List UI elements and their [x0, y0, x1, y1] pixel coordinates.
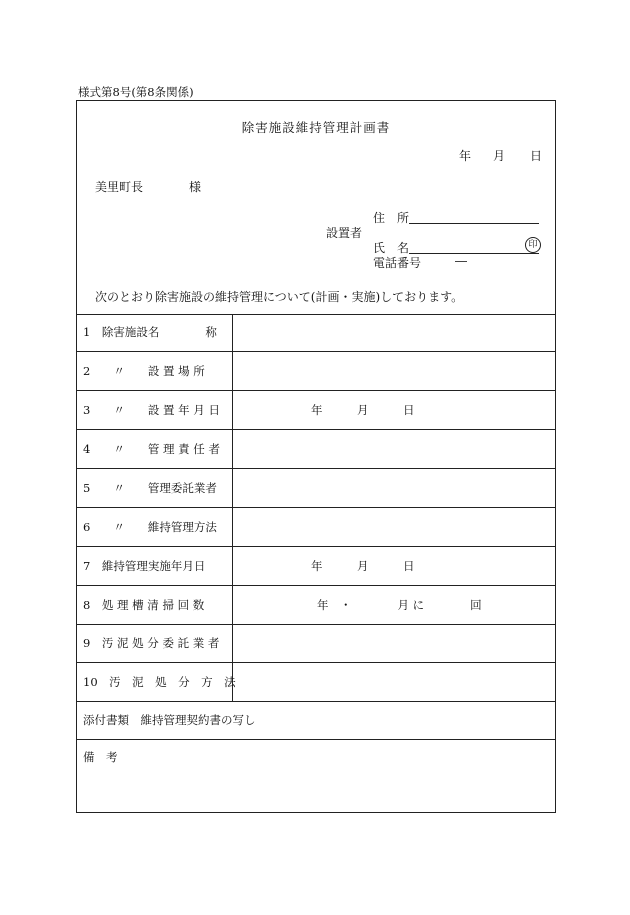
- row-label-cleaning-count: 8 処 理 槽 清 掃 回 数: [83, 598, 205, 612]
- statement-text: 次のとおり除害施設の維持管理について(計画・実施)しております。: [95, 290, 464, 304]
- phone-label: 電話番号: [373, 256, 422, 270]
- row-label-implementation-date: 7 維持管理実施年月日: [83, 559, 206, 573]
- remarks-label: 備 考: [83, 750, 118, 764]
- row-divider: [77, 662, 555, 663]
- install-date-value[interactable]: 年 月 日: [311, 403, 415, 417]
- row-label-location: 2 〃 設 置 場 所: [83, 364, 205, 378]
- row-divider: [77, 624, 555, 625]
- attachments-text: 添付書類 維持管理契約書の写し: [83, 713, 256, 727]
- row-divider: [77, 390, 555, 391]
- row-label-facility-name: 1 除害施設名 称: [83, 325, 217, 339]
- row-label-contractor: 5 〃 管理委託業者: [83, 481, 217, 495]
- date-month: 月: [493, 149, 506, 163]
- row-divider: [77, 507, 555, 508]
- implementation-date-value[interactable]: 年 月 日: [311, 559, 415, 573]
- date-day: 日: [530, 149, 543, 163]
- name-field-line[interactable]: [409, 253, 539, 254]
- row-divider: [77, 585, 555, 586]
- row-divider: [77, 546, 555, 547]
- row-divider: [77, 351, 555, 352]
- table-top-border: [77, 314, 555, 315]
- form-frame: [76, 100, 556, 813]
- addressee-honorific: 様: [189, 180, 202, 194]
- addressee-name: 美里町長: [95, 180, 144, 194]
- date-year: 年: [459, 149, 472, 163]
- row-divider: [77, 739, 555, 740]
- row-label-manager: 4 〃 管 理 責 任 者: [83, 442, 220, 456]
- column-divider: [232, 314, 233, 701]
- row-label-sludge-method: 10 汚 泥 処 分 方 法: [83, 675, 236, 689]
- row-divider: [77, 468, 555, 469]
- name-label: 氏 名: [373, 241, 410, 255]
- form-number-label: 様式第8号(第8条関係): [78, 85, 194, 99]
- applicant-group-label: 設置者: [326, 226, 363, 240]
- row-label-method: 6 〃 維持管理方法: [83, 520, 217, 534]
- cleaning-count-value[interactable]: 年 ・ 月 に 回: [317, 598, 482, 612]
- document-title: 除害施設維持管理計画書: [241, 120, 391, 135]
- phone-dash: ―: [455, 254, 467, 268]
- address-label: 住 所: [373, 211, 410, 225]
- row-divider: [77, 701, 555, 702]
- row-divider: [77, 429, 555, 430]
- address-field-line[interactable]: [409, 223, 539, 224]
- row-label-install-date: 3 〃 設 置 年 月 日: [83, 403, 220, 417]
- row-label-sludge-contractor: 9 汚 泥 処 分 委 託 業 者: [83, 636, 220, 650]
- seal-mark: 印: [525, 237, 541, 253]
